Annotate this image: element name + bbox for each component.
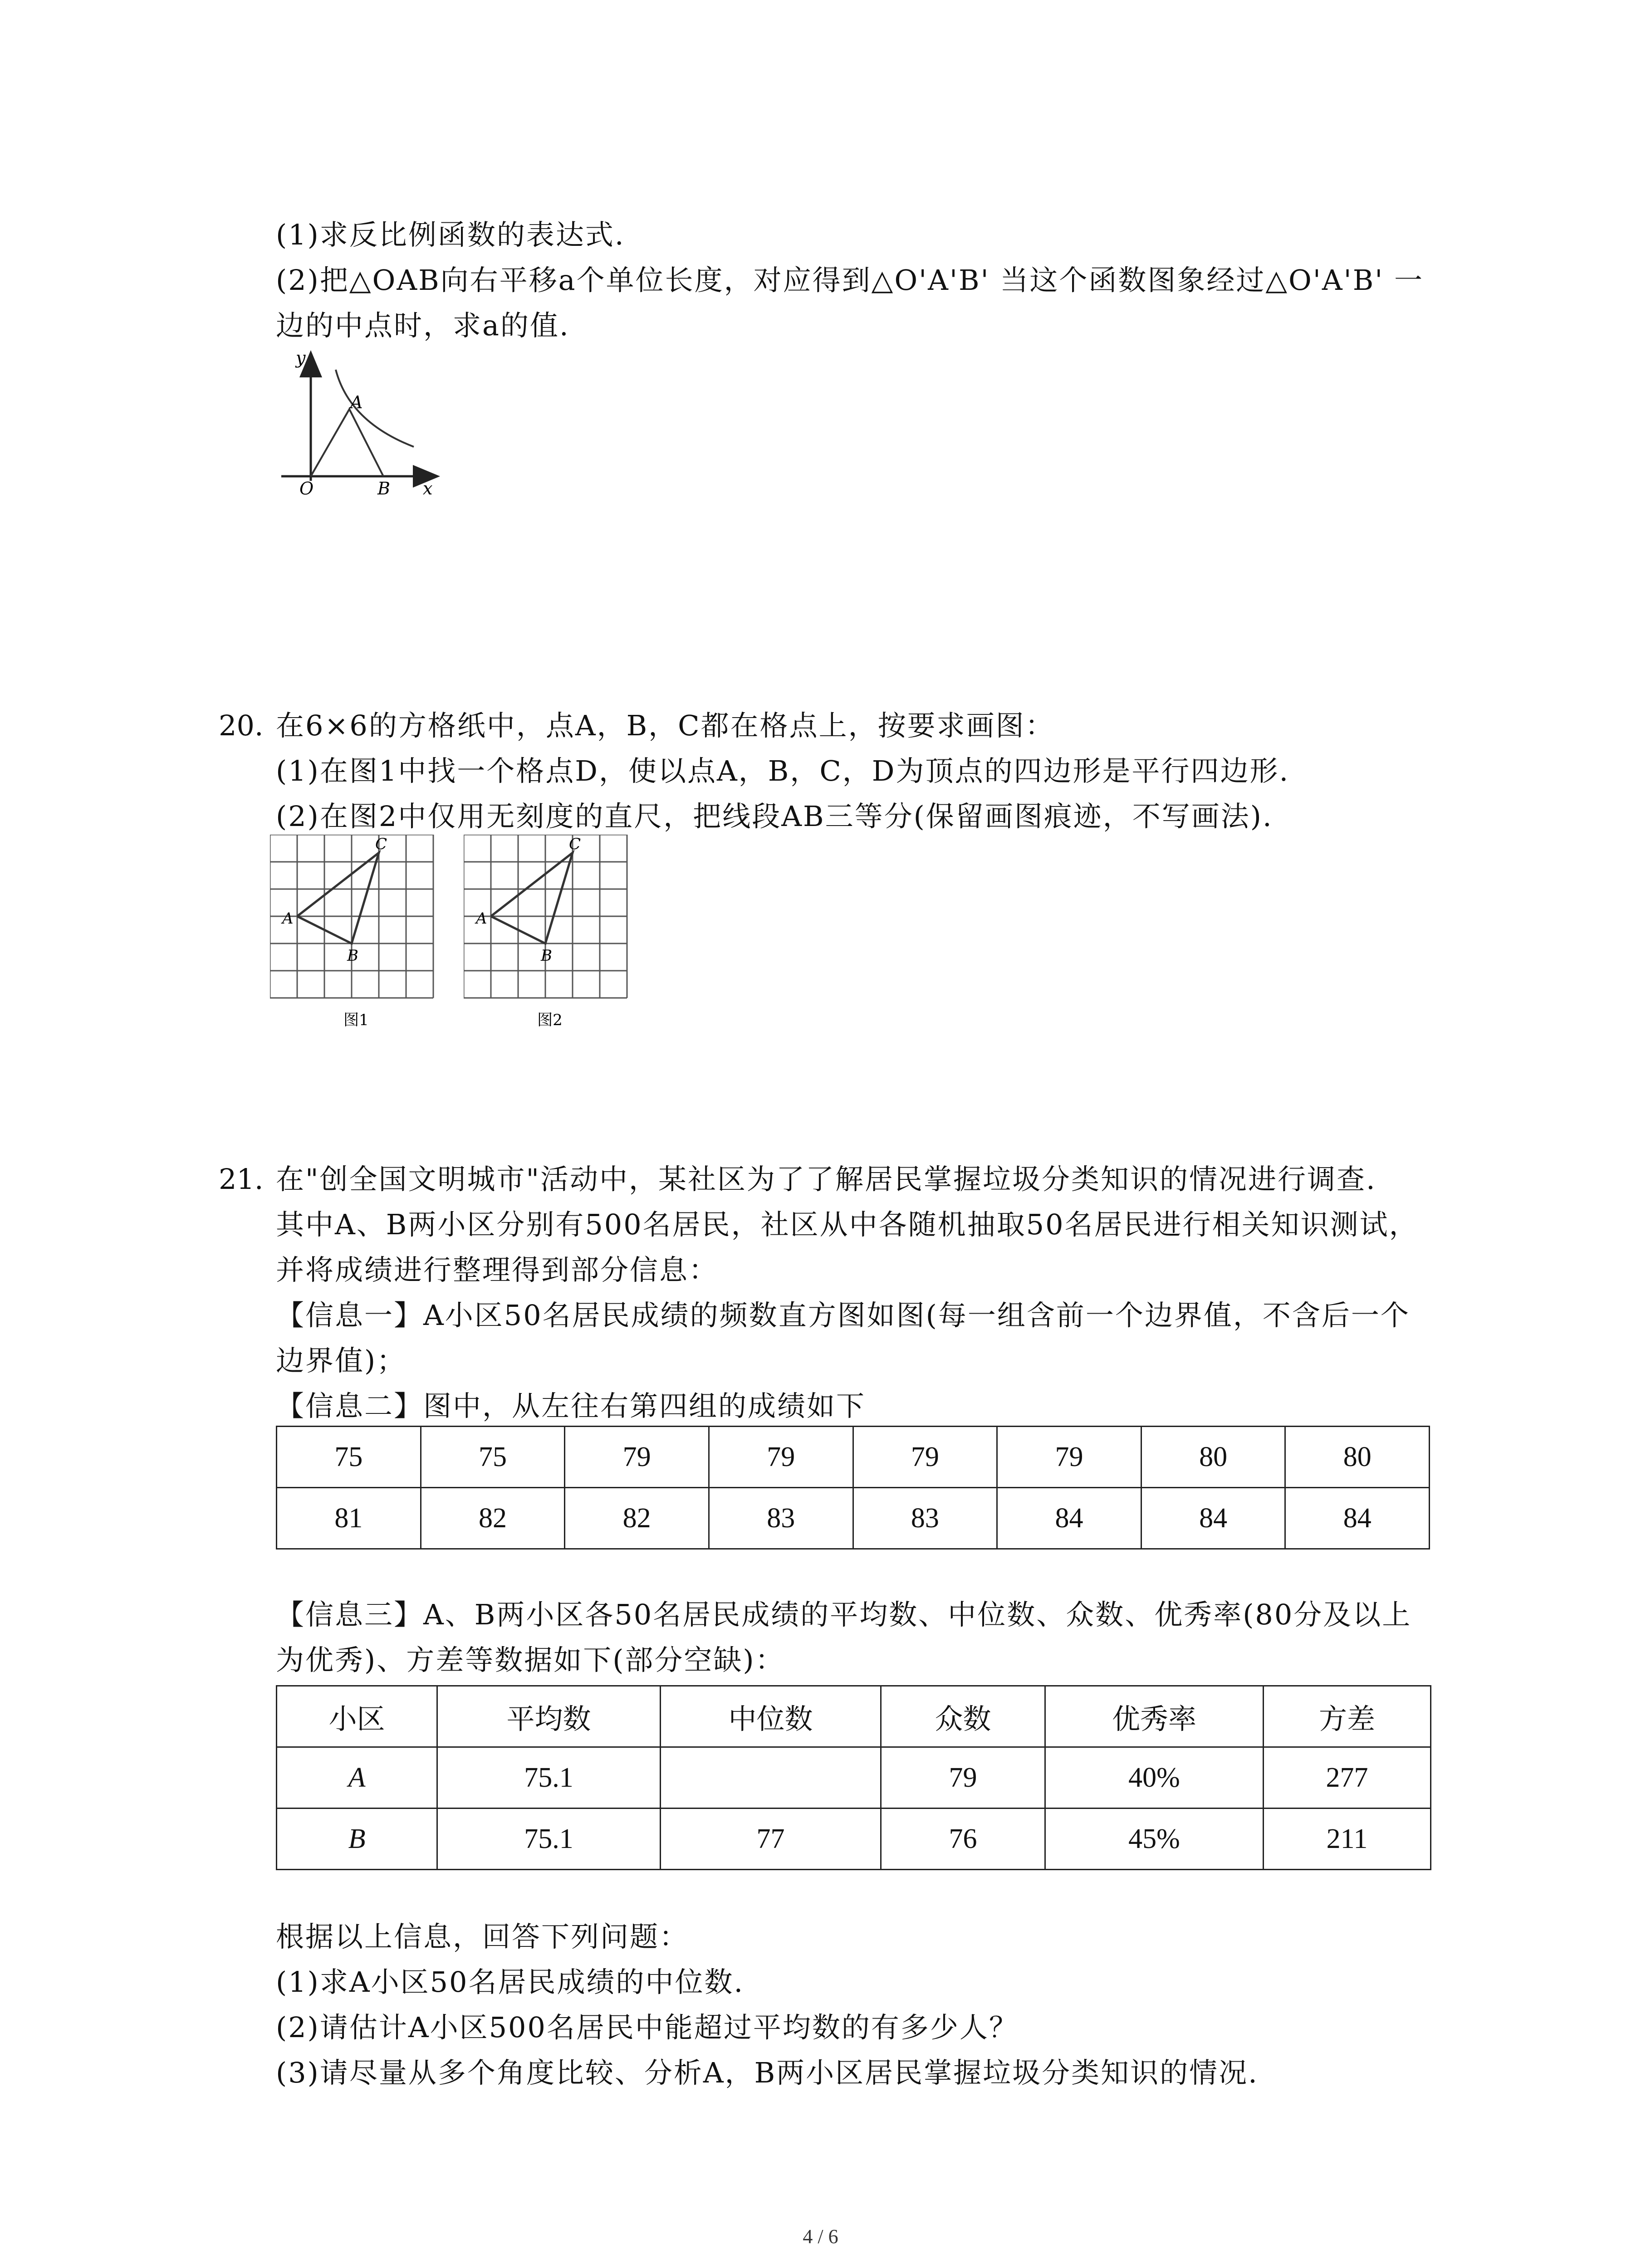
- q21-info3-line2: 为优秀)、方差等数据如下(部分空缺)：: [276, 1643, 785, 1677]
- q21-info2: 【信息二】图中，从左往右第四组的成绩如下: [276, 1389, 866, 1422]
- score-cell: 82: [565, 1488, 709, 1549]
- district-cell: B: [277, 1809, 437, 1870]
- q19-part1: (1)求反比例函数的表达式.: [276, 218, 625, 251]
- table-header-row: [277, 1686, 1431, 1747]
- grid-lines: [270, 835, 433, 998]
- label-c: C: [569, 835, 581, 853]
- q21-stem-line3: 并将成绩进行整理得到部分信息：: [276, 1253, 719, 1286]
- q20-figure-1: [270, 835, 442, 1034]
- q21-ask2: (2)请估计A小区500名居民中能超过平均数的有多少人？: [276, 2011, 1019, 2044]
- header-cell: 方差: [1264, 1686, 1431, 1747]
- label-o: O: [299, 479, 314, 499]
- stat-cell: 75.1: [437, 1809, 661, 1870]
- table-row: [277, 1809, 1431, 1870]
- stat-cell: 77: [661, 1809, 881, 1870]
- q20-part1: (1)在图1中找一个格点D，使以点A，B，C，D为顶点的四边形是平行四边形.: [276, 754, 1290, 787]
- stat-cell: 75.1: [437, 1747, 661, 1809]
- score-cell: 84: [1141, 1488, 1285, 1549]
- grid-lines: [464, 835, 627, 998]
- score-cell: 79: [709, 1427, 853, 1488]
- q20-stem: 在6×6的方格纸中，点A，B，C都在格点上，按要求画图：: [276, 709, 1055, 742]
- score-cell: 81: [277, 1488, 421, 1549]
- header-cell: 平均数: [437, 1686, 661, 1747]
- score-cell: 79: [565, 1427, 709, 1488]
- table-row: [277, 1488, 1430, 1549]
- stat-cell: 79: [881, 1747, 1045, 1809]
- q21-stem-line1: 在"创全国文明城市"活动中，某社区为了了解居民掌握垃圾分类知识的情况进行调查.: [276, 1163, 1376, 1196]
- q21-info1-line1: 【信息一】A小区50名居民成绩的频数直方图如图(每一组含前一个边界值，不含后一个: [276, 1299, 1410, 1332]
- label-a: A: [476, 909, 487, 928]
- triangle-abc: [297, 853, 379, 943]
- label-b: B: [347, 947, 358, 965]
- label-a: A: [282, 909, 294, 928]
- stat-cell: 45%: [1045, 1809, 1264, 1870]
- stat-cell: 40%: [1045, 1747, 1264, 1809]
- hyperbola-curve: [336, 370, 414, 447]
- q21-info3-line1: 【信息三】A、B两小区各50名居民成绩的平均数、中位数、众数、优秀率(80分及以上: [276, 1598, 1412, 1631]
- score-cell: 75: [421, 1427, 565, 1488]
- table-row: [277, 1747, 1431, 1809]
- q20-number: 20.: [219, 709, 264, 742]
- q21-stem-line2: 其中A、B两小区分别有500名居民，社区从中各随机抽取50名居民进行相关知识测试，: [276, 1208, 1419, 1241]
- label-c: C: [375, 835, 387, 853]
- stat-cell: 211: [1264, 1809, 1431, 1870]
- scores-table: [276, 1426, 1430, 1549]
- stat-cell: [661, 1747, 881, 1809]
- q21-ask1: (1)求A小区50名居民成绩的中位数.: [276, 1965, 745, 1999]
- q19-part2-line1: (2)把△OAB向右平移a个单位长度，对应得到△O'A'B' 当这个函数图象经过△O'A'B' 一: [276, 264, 1424, 297]
- score-cell: 84: [1285, 1488, 1430, 1549]
- q21-info1-line2: 边界值)；: [276, 1344, 407, 1377]
- header-cell: 优秀率: [1045, 1686, 1264, 1747]
- header-cell: 众数: [881, 1686, 1045, 1747]
- score-cell: 80: [1285, 1427, 1430, 1488]
- label-y: y: [296, 348, 306, 368]
- q19-part2-line2: 边的中点时，求a的值.: [276, 309, 570, 342]
- header-cell: 小区: [277, 1686, 437, 1747]
- label-b: B: [377, 479, 390, 499]
- q20-part2: (2)在图2中仅用无刻度的直尺，把线段AB三等分(保留画图痕迹，不写画法).: [276, 800, 1273, 833]
- score-cell: 79: [853, 1427, 997, 1488]
- triangle-abc: [491, 853, 573, 943]
- stats-table: [276, 1685, 1431, 1870]
- caption-fig1: 图1: [343, 1011, 369, 1029]
- score-cell: 75: [277, 1427, 421, 1488]
- triangle-oab: [311, 409, 383, 476]
- score-cell: 79: [997, 1427, 1141, 1488]
- q20-figure-2: [464, 835, 636, 1034]
- score-cell: 83: [709, 1488, 853, 1549]
- score-cell: 82: [421, 1488, 565, 1549]
- label-b: B: [541, 947, 552, 965]
- q21-ask: 根据以上信息，回答下列问题：: [276, 1920, 689, 1953]
- header-cell: 中位数: [661, 1686, 881, 1747]
- stat-cell: 277: [1264, 1747, 1431, 1809]
- stat-cell: 76: [881, 1809, 1045, 1870]
- label-a: A: [350, 392, 363, 412]
- q21-ask3: (3)请尽量从多个角度比较、分析A，B两小区居民掌握垃圾分类知识的情况.: [276, 2056, 1259, 2089]
- page-number: 4 / 6: [803, 2225, 838, 2248]
- q19-figure: [272, 345, 463, 513]
- score-cell: 80: [1141, 1427, 1285, 1488]
- table-row: [277, 1427, 1430, 1488]
- district-cell: A: [277, 1747, 437, 1809]
- caption-fig2: 图2: [537, 1011, 563, 1029]
- q21-number: 21.: [219, 1163, 264, 1196]
- score-cell: 84: [997, 1488, 1141, 1549]
- score-cell: 83: [853, 1488, 997, 1549]
- label-x: x: [423, 479, 433, 499]
